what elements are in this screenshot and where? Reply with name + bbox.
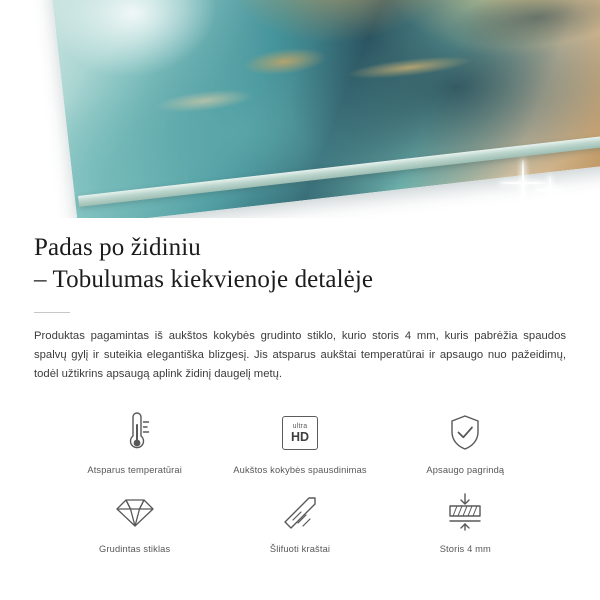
feature-grid xyxy=(34,410,566,554)
polished-edges-icon xyxy=(279,489,321,535)
feature-label: Atsparus temperatūrai xyxy=(87,465,182,475)
feature-label: Apsaugo pagrindą xyxy=(426,465,505,475)
divider xyxy=(34,312,70,313)
feature-item-print-quality xyxy=(217,410,382,475)
page-title xyxy=(34,232,566,296)
feature-label: Grudintas stiklas xyxy=(99,544,171,554)
feature-item-thickness xyxy=(383,489,548,554)
content-area xyxy=(0,218,600,554)
thickness-icon xyxy=(444,489,486,535)
headline-line-2: – Tobulumas kiekvienoje detalėje xyxy=(34,266,374,293)
feature-item-polished-edges xyxy=(217,489,382,554)
description-paragraph: Produktas pagamintas iš aukštos kokybės grudinto stiklo, kurio storis 4 mm, kuris pabrėžia spaudos spalvų gylį ir suteikia elegantiška blizgesį. Jis atsparus aukštai temperatūrai ir apsaugo nuo pažeidimų, todėl užtikrins apsaugą aplink židinį daugelį metų. xyxy=(34,330,566,380)
marble-glass-panel-image xyxy=(50,0,600,218)
ultra-hd-badge-top: ultra xyxy=(292,422,308,430)
ultra-hd-icon xyxy=(282,410,318,456)
headline-line-1: Padas po židiniu xyxy=(34,234,201,261)
thermometer-icon xyxy=(115,410,155,456)
ultra-hd-badge-bottom: HD xyxy=(290,429,310,444)
shield-check-icon xyxy=(445,410,485,456)
feature-item-surface-protection xyxy=(383,410,548,475)
feature-label: Aukštos kokybės spausdinimas xyxy=(233,465,367,475)
hero-image xyxy=(0,0,600,218)
feature-item-temperature xyxy=(52,410,217,475)
feature-label: Storis 4 mm xyxy=(439,544,491,554)
diamond-icon xyxy=(113,489,157,535)
feature-label: Šlifuoti kraštai xyxy=(269,544,331,554)
feature-item-tempered-glass xyxy=(52,489,217,554)
sparkle-icon xyxy=(536,176,564,204)
